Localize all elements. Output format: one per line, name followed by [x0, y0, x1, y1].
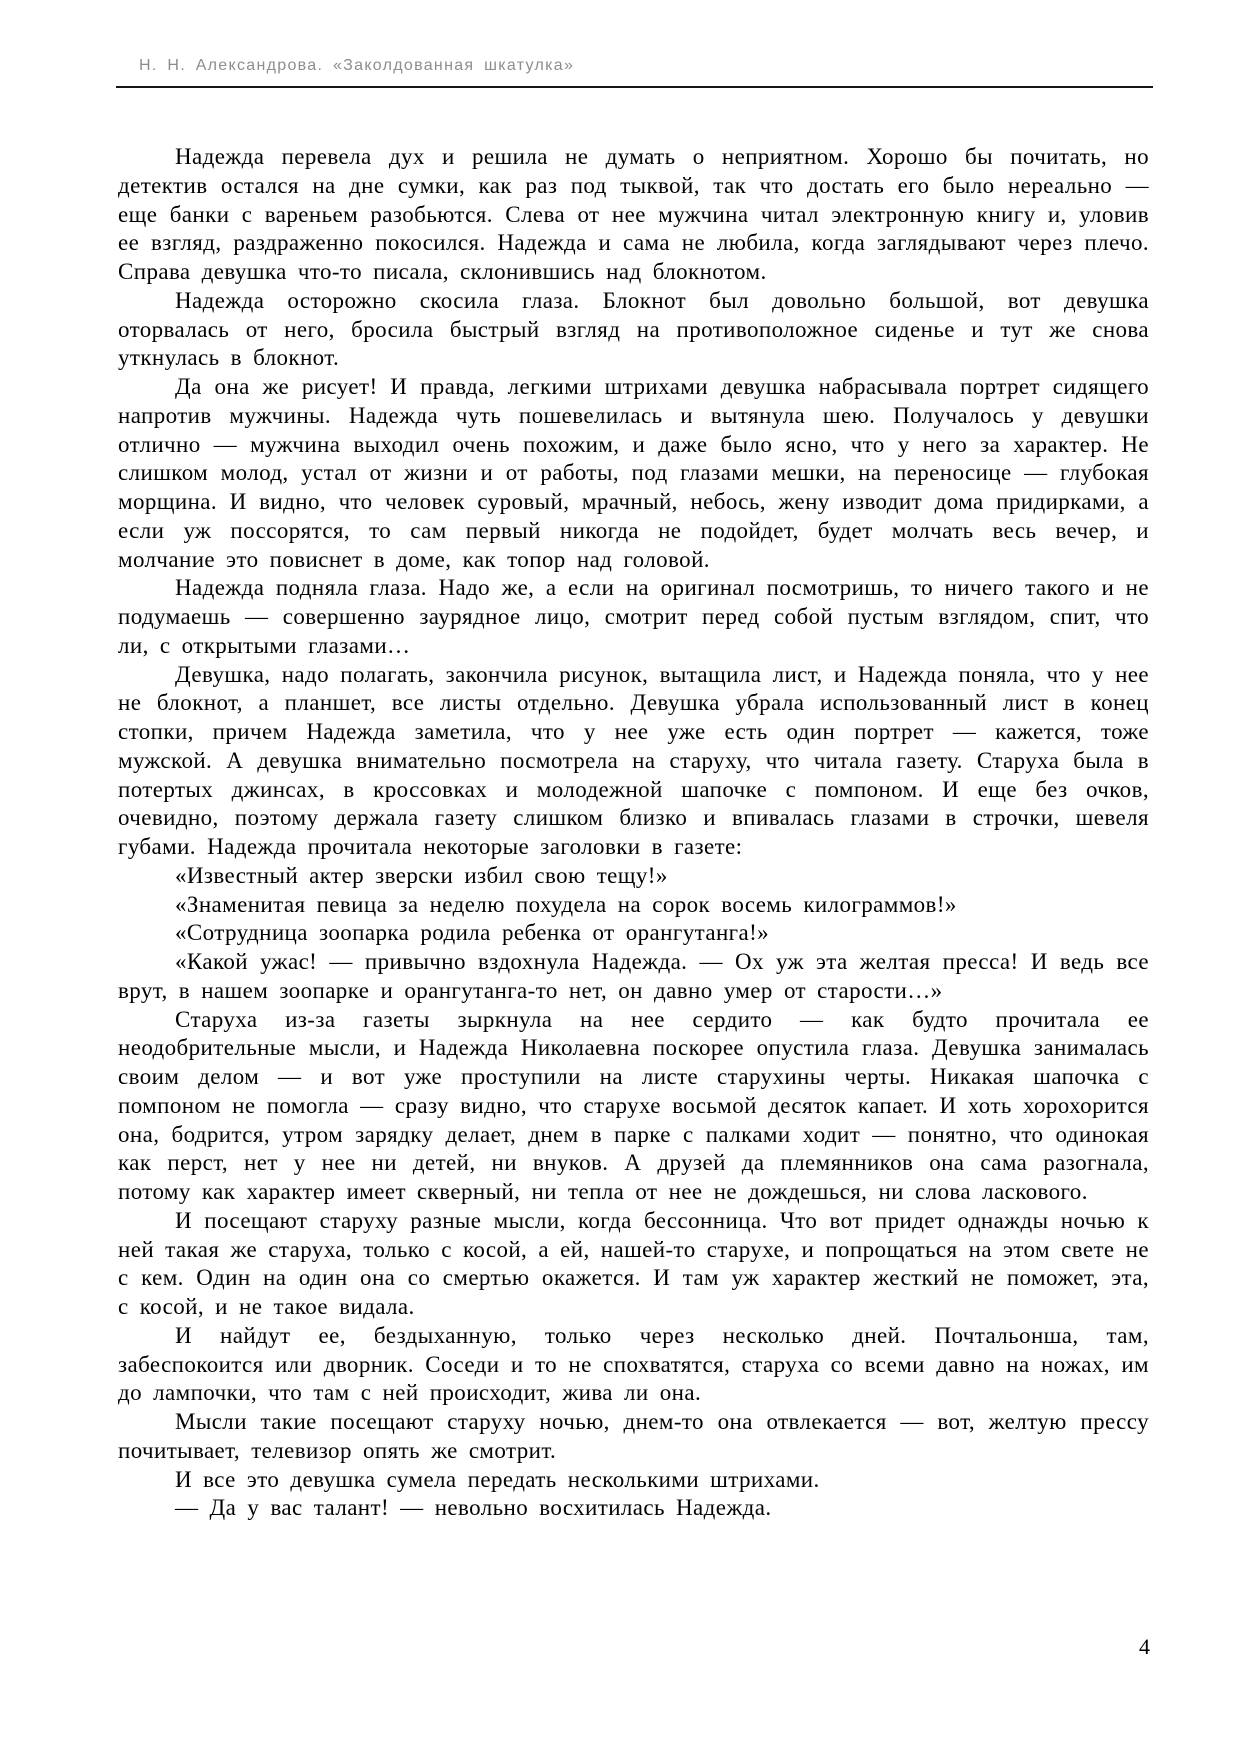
header-rule: [116, 86, 1153, 88]
paragraph-headline: «Известный актер зверски избил свою тещу!»: [175, 862, 668, 888]
paragraph: И все это девушка сумела передать несколькими штрихами.: [175, 1466, 820, 1492]
paragraph: Мысли такие посещают старуху ночью, днем-то она отвлекается — вот, желтую прессу почитывает, телевизор опять же смотрит.: [118, 1409, 1149, 1463]
paragraph-headline: «Знаменитая певица за неделю похудела на сорок восемь килограммов!»: [175, 891, 957, 917]
paragraph: Старуха из-за газеты зыркнула на нее сердито — как будто прочитала ее неодобрительные мысли, и Надежда Николаевна поскорее опустила глаза. Девушка занималась своим делом — и вот уже проступили на листе старухины черты. Никакая шапочка с помпоном не помогла — сразу видно, что старухе восьмой десяток капает. И хоть хорохорится она, бодрится, утром зарядку делает, днем в парке с палками ходит — понятно, что одинокая как перст, нет у нее ни детей, ни внуков. А друзей да племянников она сама разогнала, потому как характер имеет скверный, ни тепла от нее не дождешься, ни слова ласкового.: [118, 1006, 1149, 1204]
page-number: 4: [1139, 1634, 1150, 1659]
paragraph: И посещают старуху разные мысли, когда бессонница. Что вот придет однажды ночью к ней такая же старуха, только с косой, а ей, нашей-то старухе, и попрощаться на этом свете не с кем. Один на один она со смертью окажется. И там уж характер жесткий не поможет, эта, с косой, и не такое видала.: [118, 1207, 1149, 1319]
paragraph-headline: «Сотрудница зоопарка родила ребенка от орангутанга!»: [175, 920, 770, 946]
paragraph: Надежда подняла глаза. Надо же, а если на оригинал посмотришь, то ничего такого и не подумаешь — совершенно заурядное лицо, смотрит перед собой пустым взглядом, спит, что ли, с открытыми глазами…: [118, 575, 1149, 658]
page-text: [118, 143, 1149, 1523]
paragraph: Надежда осторожно скосила глаза. Блокнот был довольно большой, вот девушка оторвалась от него, бросила быстрый взгляд на противоположное сиденье и тут же снова уткнулась в блокнот.: [118, 287, 1149, 371]
paragraph: И найдут ее, бездыханную, только через несколько дней. Почтальонша, там, забеспокоится или дворник. Соседи и то не спохватятся, старуха со всеми давно на ножах, им до лампочки, что там с ней происходит, жива ли она.: [118, 1322, 1149, 1406]
paragraph: Надежда перевела дух и решила не думать о неприятном. Хорошо бы почитать, но детектив остался на дне сумки, как раз под тыквой, так что достать его было нереально — еще банки с вареньем разобьются. Слева от нее мужчина читал электронную книгу и, уловив ее взгляд, раздраженно покосился. Надежда и сама не любила, когда заглядывают через плечо. Справа девушка что-то писала, склонившись над блокнотом.: [118, 144, 1149, 284]
paragraph: Девушка, надо полагать, закончила рисунок, вытащила лист, и Надежда поняла, что у нее не блокнот, а планшет, все листы отдельно. Девушка убрала использованный лист в конец стопки, причем Надежда заметила, что у нее уже есть один портрет — кажется, тоже мужской. А девушка внимательно посмотрела на старуху, что читала газету. Старуха была в потертых джинсах, в кроссовках и молодежной шапочке с помпоном. И еще без очков, очевидно, поэтому держала газету слишком близко и впивалась глазами в строчки, шевеля губами. Надежда прочитала некоторые заголовки в газете:: [118, 661, 1149, 859]
paragraph: Да она же рисует! И правда, легкими штрихами девушка набрасывала портрет сидящего напротив мужчины. Надежда чуть пошевелилась и вытянула шею. Получалось у девушки отлично — мужчина выходил очень похожим, и даже было ясно, что у него за характер. Не слишком молод, устал от жизни и от работы, под глазами мешки, на переносице — глубокая морщина. И видно, что человек суровый, мрачный, небось, жену изводит дома придирками, а если уж поссорятся, то сам первый никогда не подойдет, будет молчать весь вечер, и молчание это повиснет в доме, как топор над головой.: [118, 374, 1149, 572]
paragraph-dialogue: — Да у вас талант! — невольно восхитилась Надежда.: [175, 1495, 772, 1521]
running-title: Н. Н. Александрова. «Заколдованная шкатулка»: [139, 57, 575, 74]
paragraph: «Какой ужас! — привычно вздохнула Надежда. — Ох уж эта желтая пресса! И ведь все врут, в нашем зоопарке и орангутанга-то нет, он давно умер от старости…»: [118, 949, 1149, 1003]
